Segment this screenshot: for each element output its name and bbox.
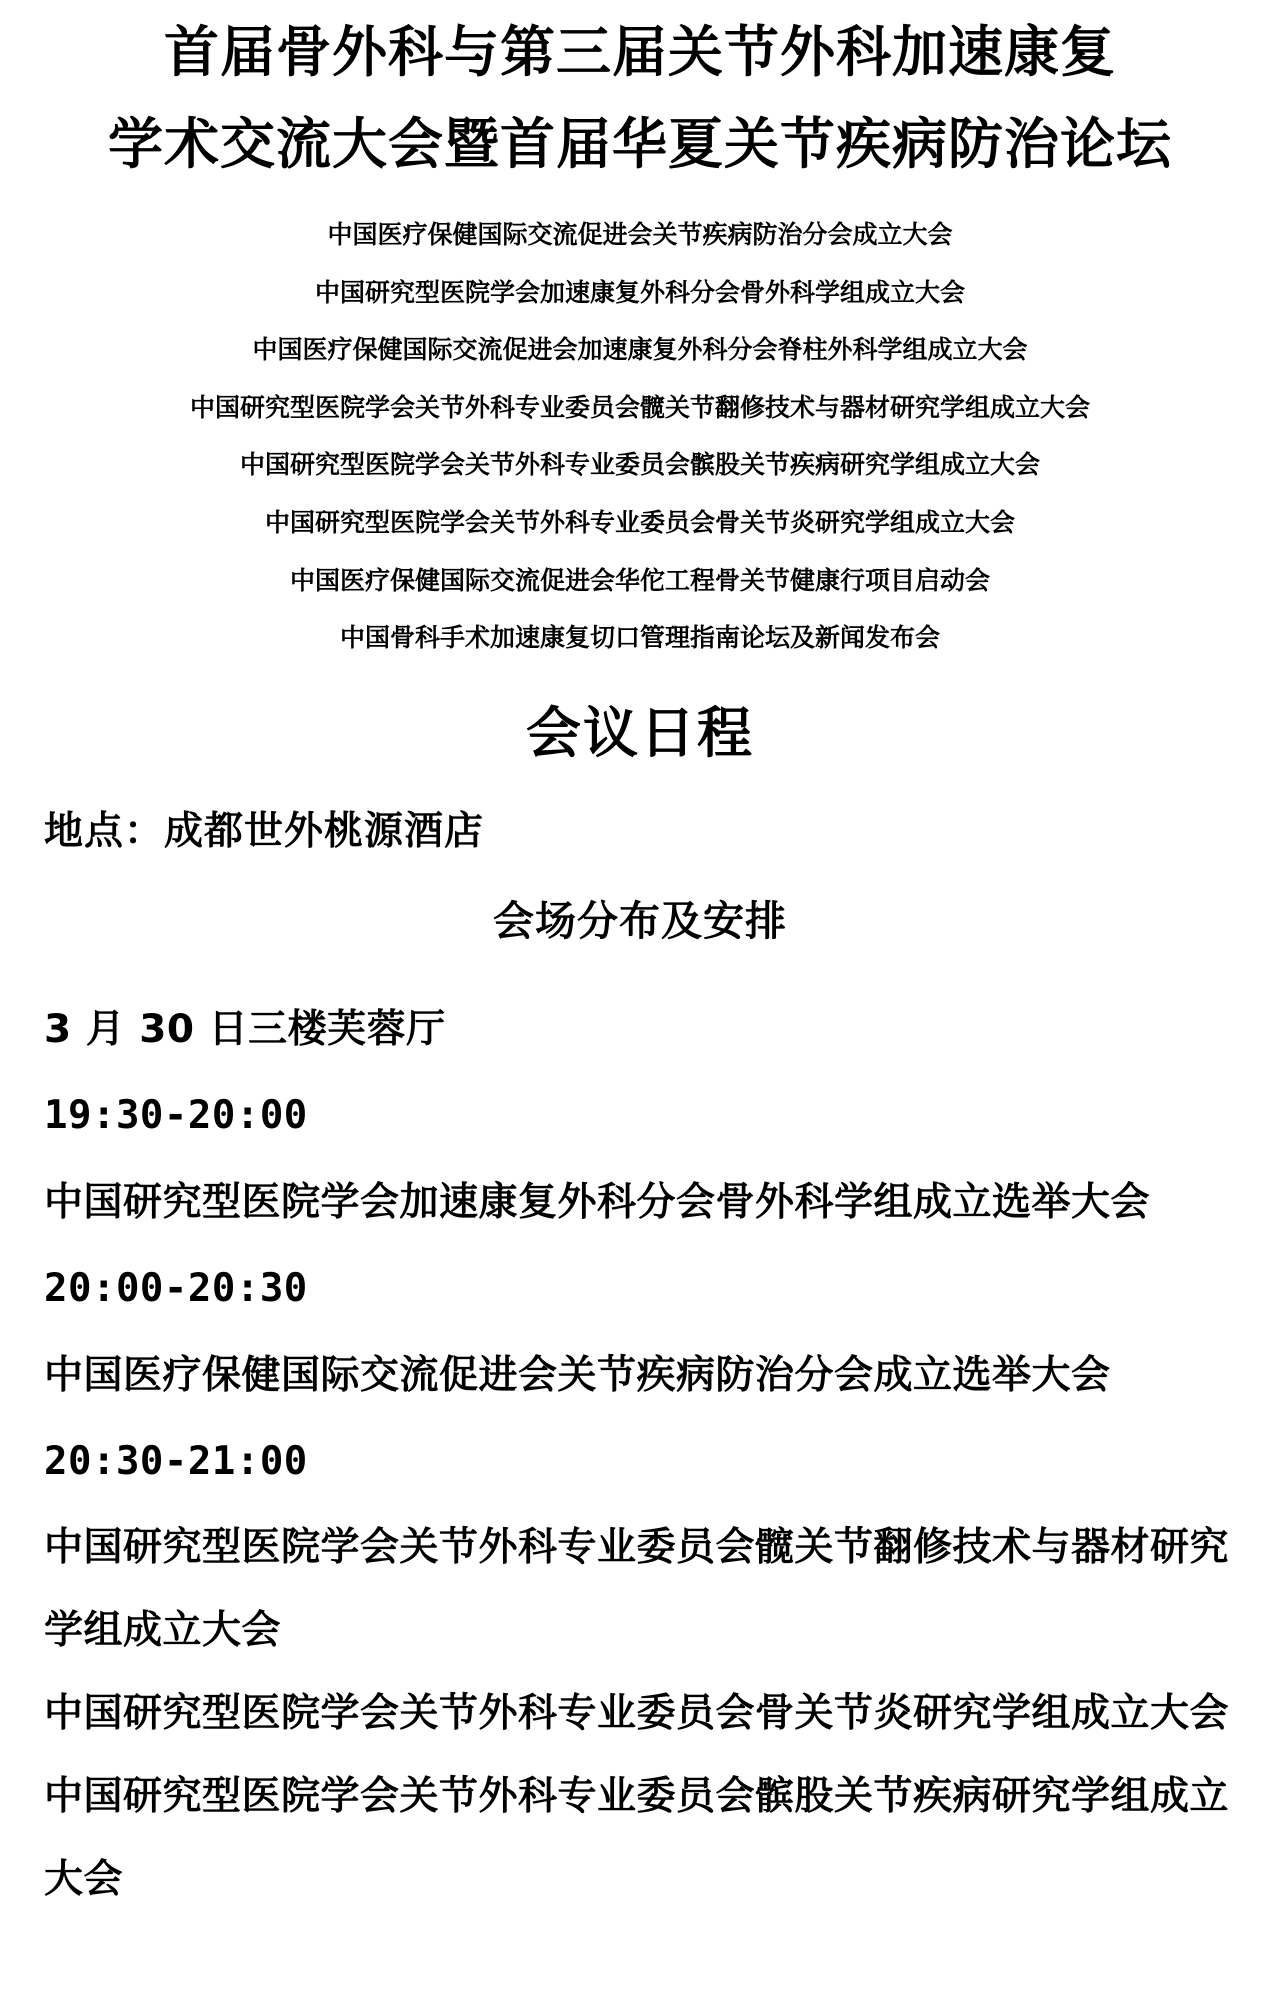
sub-event-list [0,220,1280,681]
main-title-line-2: 学术交流大会暨首届华夏关节疾病防治论坛 [107,112,1172,176]
schedule-event: 中国研究型医院学会关节外科专业委员会骨关节炎研究学组成立大会 [44,1690,1230,1736]
sub-event-item: 中国医疗保健国际交流促进会关节疾病防治分会成立大会 [327,220,953,249]
schedule-event: 中国医疗保健国际交流促进会关节疾病防治分会成立选举大会 [44,1352,1111,1398]
sub-event-item: 中国研究型医院学会关节外科专业委员会骨关节炎研究学组成立大会 [264,507,1015,537]
sub-event-item: 中国研究型医院学会关节外科专业委员会髋关节翻修技术与器材研究学组成立大会 [189,392,1090,422]
venue-location: 地点：成都世外桃源酒店 [44,808,485,854]
schedule-list [0,987,1280,1921]
main-title-line-1: 首届骨外科与第三届关节外科加速康复 [163,20,1116,84]
schedule-event: 中国研究型医院学会关节外科专业委员会髋关节翻修技术与器材研究学组成立大会 [44,1524,1230,1653]
schedule-time-slot: 19:30-20:00 [44,1093,308,1139]
venue-arrangement-heading: 会场分布及安排 [493,896,787,945]
schedule-section-title: 会议日程 [525,700,754,765]
schedule-time-slot: 20:30-21:00 [44,1439,308,1485]
schedule-time-slot: 20:00-20:30 [44,1266,308,1312]
sub-event-item: 中国医疗保健国际交流促进会华佗工程骨关节健康行项目启动会 [289,565,990,595]
sub-event-item: 中国医疗保健国际交流促进会加速康复外科分会脊柱外科学组成立大会 [252,335,1028,365]
schedule-event: 中国研究型医院学会加速康复外科分会骨外科学组成立选举大会 [44,1179,1151,1225]
sub-event-item: 中国研究型医院学会关节外科专业委员会髌股关节疾病研究学组成立大会 [239,450,1040,480]
sub-event-item: 中国研究型医院学会加速康复外科分会骨外科学组成立大会 [314,277,965,307]
sub-event-item: 中国骨科手术加速康复切口管理指南论坛及新闻发布会 [339,623,940,653]
schedule-date-hall: 3 月 30 日三楼芙蓉厅 [44,1006,446,1052]
schedule-event: 中国研究型医院学会关节外科专业委员会髌股关节疾病研究学组成立大会 [44,1773,1230,1902]
